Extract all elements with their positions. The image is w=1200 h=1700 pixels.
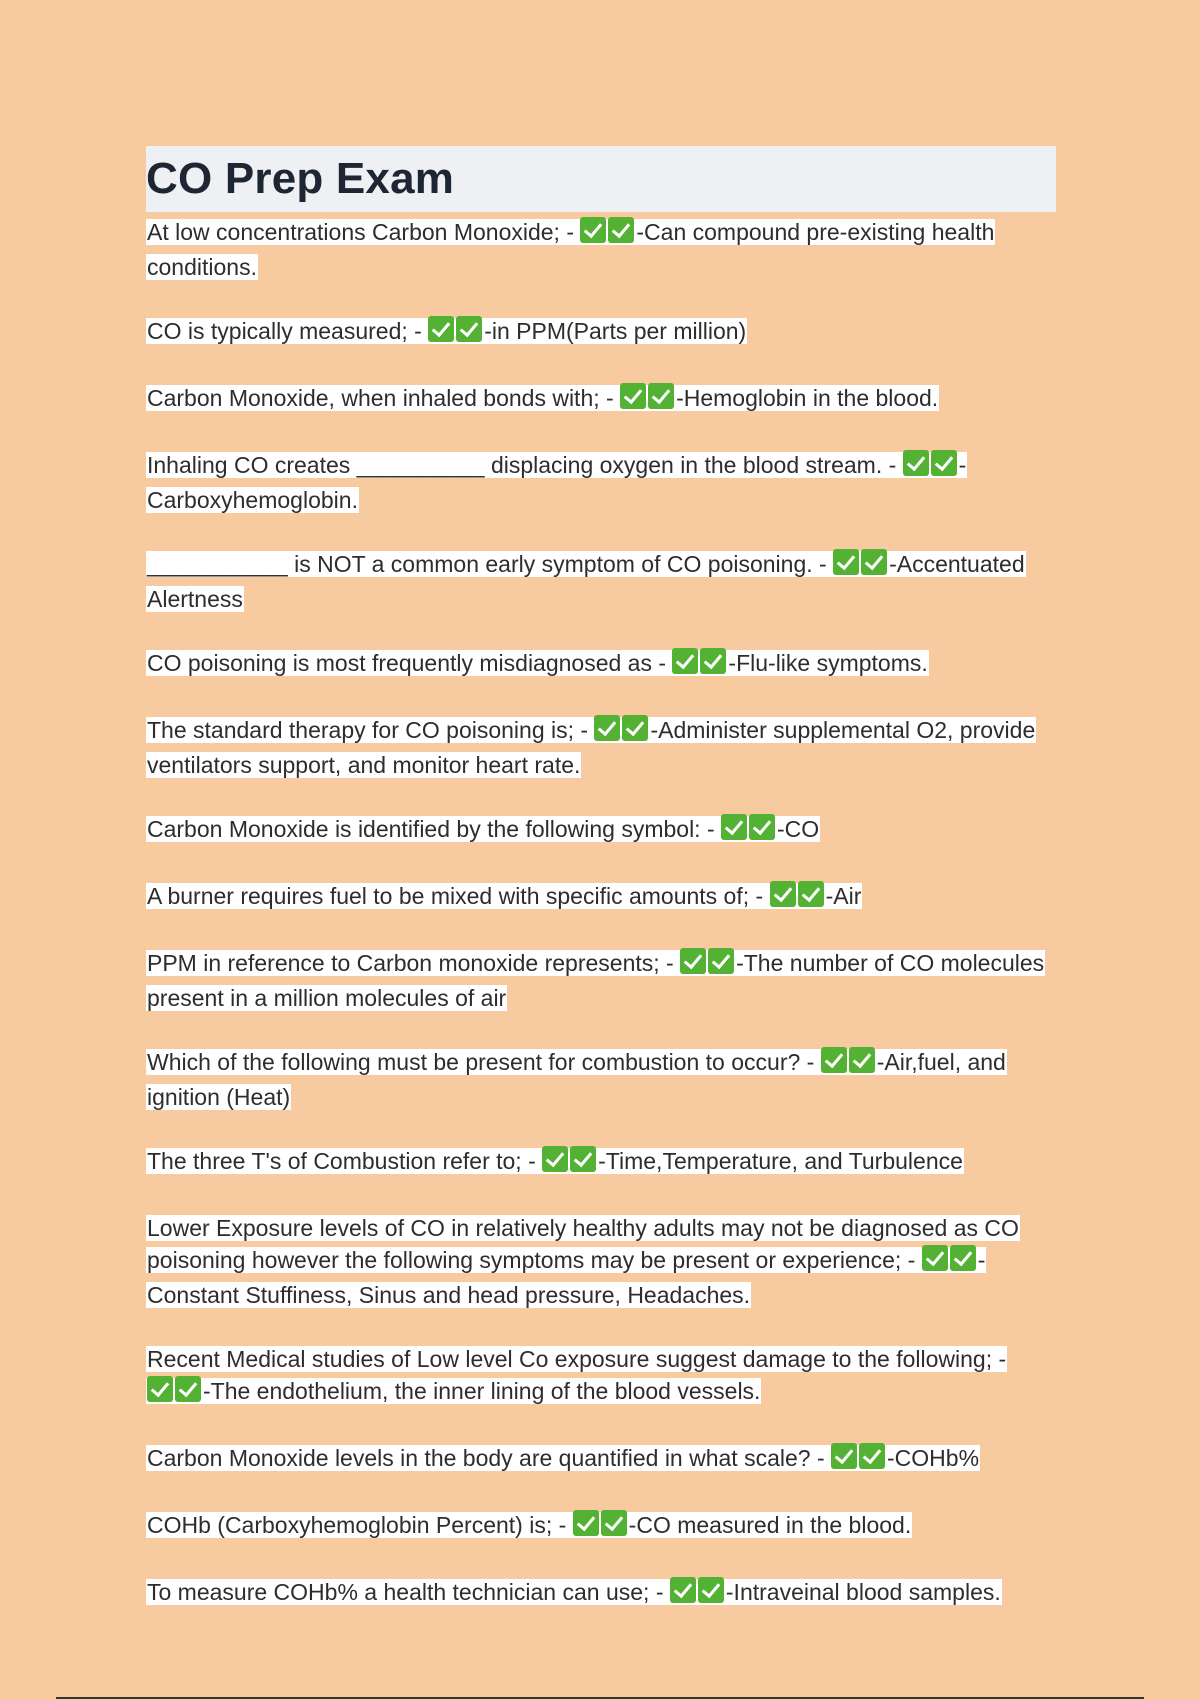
check-mark-icon xyxy=(670,1577,696,1603)
qa-highlight xyxy=(146,650,929,676)
bottom-divider xyxy=(56,1697,1144,1699)
check-mark-icon xyxy=(849,1047,875,1073)
check-mark-icon xyxy=(594,715,620,741)
qa-highlight xyxy=(146,385,939,411)
check-mark-icon xyxy=(922,1245,948,1271)
answer-text: -Air,fuel, and ignition (Heat) xyxy=(147,1049,1006,1110)
check-mark-icon xyxy=(680,948,706,974)
check-mark-icon xyxy=(700,648,726,674)
answer-text: -The endothelium, the inner lining of the blood vessels. xyxy=(203,1378,761,1404)
question-text: Inhaling CO creates __________ displacing oxygen in the blood stream. - xyxy=(147,452,903,478)
answer-checkmarks xyxy=(428,316,484,350)
qa-highlight xyxy=(146,1445,980,1471)
qa-item xyxy=(146,1212,1056,1311)
check-mark-icon xyxy=(147,1376,173,1402)
qa-highlight xyxy=(146,717,1036,778)
check-mark-icon xyxy=(573,1510,599,1536)
check-mark-icon xyxy=(648,383,674,409)
qa-highlight xyxy=(146,551,1026,612)
qa-item xyxy=(146,449,1056,516)
question-text: Recent Medical studies of Low level Co exposure suggest damage to the following; - xyxy=(147,1346,1007,1372)
qa-highlight xyxy=(146,452,967,513)
check-mark-icon xyxy=(608,217,634,243)
qa-highlight xyxy=(146,883,862,909)
question-text: Carbon Monoxide is identified by the following symbol: - xyxy=(147,816,722,842)
question-text: CO is typically measured; - xyxy=(147,318,429,344)
answer-text: -Constant Stuffiness, Sinus and head pressure, Headaches. xyxy=(147,1247,986,1308)
answer-checkmarks xyxy=(594,715,650,749)
qa-item xyxy=(146,1442,1056,1477)
answer-text: -CO xyxy=(777,816,820,842)
question-text: To measure COHb% a health technician can use; - xyxy=(147,1579,670,1605)
check-mark-icon xyxy=(931,450,957,476)
check-mark-icon xyxy=(620,383,646,409)
answer-text: -CO measured in the blood. xyxy=(628,1512,912,1538)
check-mark-icon xyxy=(859,1443,885,1469)
answer-text: -Accentuated Alertness xyxy=(147,551,1025,612)
qa-item xyxy=(146,647,1056,682)
question-text: CO poisoning is most frequently misdiagnosed as - xyxy=(147,650,673,676)
question-text: PPM in reference to Carbon monoxide represents; - xyxy=(147,950,681,976)
check-mark-icon xyxy=(831,1443,857,1469)
answer-text: -Intraveinal blood samples. xyxy=(725,1579,1001,1605)
answer-checkmarks xyxy=(672,648,728,682)
check-mark-icon xyxy=(708,948,734,974)
qa-highlight xyxy=(146,816,820,842)
qa-highlight xyxy=(146,1049,1007,1110)
question-text: The three T's of Combustion refer to; - xyxy=(147,1148,543,1174)
question-text: COHb (Carboxyhemoglobin Percent) is; - xyxy=(147,1512,573,1538)
answer-checkmarks xyxy=(903,450,959,484)
answer-checkmarks xyxy=(922,1245,978,1279)
check-mark-icon xyxy=(601,1510,627,1536)
check-mark-icon xyxy=(770,881,796,907)
qa-item xyxy=(146,813,1056,848)
check-mark-icon xyxy=(903,450,929,476)
qa-highlight xyxy=(146,1512,912,1538)
qa-highlight xyxy=(146,1148,964,1174)
answer-text: -Air xyxy=(825,883,862,909)
answer-checkmarks xyxy=(721,814,777,848)
check-mark-icon xyxy=(580,217,606,243)
answer-checkmarks xyxy=(580,217,636,251)
answer-text: -Administer supplemental O2, provide ventilators support, and monitor heart rate. xyxy=(147,717,1036,778)
answer-text: -in PPM(Parts per million) xyxy=(484,318,747,344)
answer-text: -COHb% xyxy=(887,1445,980,1471)
qa-item xyxy=(146,382,1056,417)
check-mark-icon xyxy=(798,881,824,907)
qa-highlight xyxy=(146,219,995,280)
question-text: Which of the following must be present for combustion to occur? - xyxy=(147,1049,821,1075)
answer-checkmarks xyxy=(833,549,889,583)
check-mark-icon xyxy=(698,1577,724,1603)
qa-item xyxy=(146,1576,1056,1611)
qa-highlight xyxy=(146,1579,1002,1605)
question-text: ___________ is NOT a common early symptom of CO poisoning. - xyxy=(147,551,834,577)
qa-list xyxy=(146,216,1056,1611)
answer-text: -Flu-like symptoms. xyxy=(728,650,928,676)
check-mark-icon xyxy=(833,549,859,575)
answer-checkmarks xyxy=(573,1510,629,1544)
question-text: Carbon Monoxide levels in the body are quantified in what scale? - xyxy=(147,1445,832,1471)
answer-checkmarks xyxy=(831,1443,887,1477)
answer-checkmarks xyxy=(670,1577,726,1611)
check-mark-icon xyxy=(721,814,747,840)
answer-checkmarks xyxy=(620,383,676,417)
check-mark-icon xyxy=(622,715,648,741)
check-mark-icon xyxy=(672,648,698,674)
answer-checkmarks xyxy=(542,1146,598,1180)
qa-item xyxy=(146,548,1056,615)
qa-highlight xyxy=(146,1346,1007,1404)
question-text: The standard therapy for CO poisoning is; - xyxy=(147,717,595,743)
qa-item xyxy=(146,1046,1056,1113)
qa-item xyxy=(146,880,1056,915)
question-text: Carbon Monoxide, when inhaled bonds with; - xyxy=(147,385,621,411)
answer-text: -Hemoglobin in the blood. xyxy=(676,385,939,411)
qa-item xyxy=(146,714,1056,781)
answer-text: -Can compound pre-existing health conditions. xyxy=(147,219,995,280)
answer-text: -The number of CO molecules present in a million molecules of air xyxy=(147,950,1045,1011)
answer-checkmarks xyxy=(147,1376,203,1410)
page-title: CO Prep Exam xyxy=(146,154,455,203)
qa-item xyxy=(146,315,1056,350)
qa-item xyxy=(146,947,1056,1014)
answer-checkmarks xyxy=(680,948,736,982)
qa-highlight xyxy=(146,950,1045,1011)
qa-item xyxy=(146,1145,1056,1180)
qa-highlight xyxy=(146,1215,1020,1308)
answer-checkmarks xyxy=(770,881,826,915)
answer-checkmarks xyxy=(821,1047,877,1081)
document-page xyxy=(146,146,1056,1643)
check-mark-icon xyxy=(861,549,887,575)
check-mark-icon xyxy=(456,316,482,342)
check-mark-icon xyxy=(950,1245,976,1271)
qa-highlight xyxy=(146,318,747,344)
check-mark-icon xyxy=(821,1047,847,1073)
check-mark-icon xyxy=(428,316,454,342)
title-bar xyxy=(146,146,1056,212)
check-mark-icon xyxy=(749,814,775,840)
answer-text: -Time,Temperature, and Turbulence xyxy=(598,1148,963,1174)
question-text: A burner requires fuel to be mixed with specific amounts of; - xyxy=(147,883,770,909)
qa-item xyxy=(146,1343,1056,1410)
check-mark-icon xyxy=(175,1376,201,1402)
question-text: At low concentrations Carbon Monoxide; - xyxy=(147,219,581,245)
qa-item xyxy=(146,216,1056,283)
check-mark-icon xyxy=(542,1146,568,1172)
check-mark-icon xyxy=(570,1146,596,1172)
answer-text: -Carboxyhemoglobin. xyxy=(147,452,967,513)
qa-item xyxy=(146,1509,1056,1544)
question-text: Lower Exposure levels of CO in relatively healthy adults may not be diagnosed as CO poisoning however the following symptoms may be present or experience; - xyxy=(147,1215,1019,1273)
